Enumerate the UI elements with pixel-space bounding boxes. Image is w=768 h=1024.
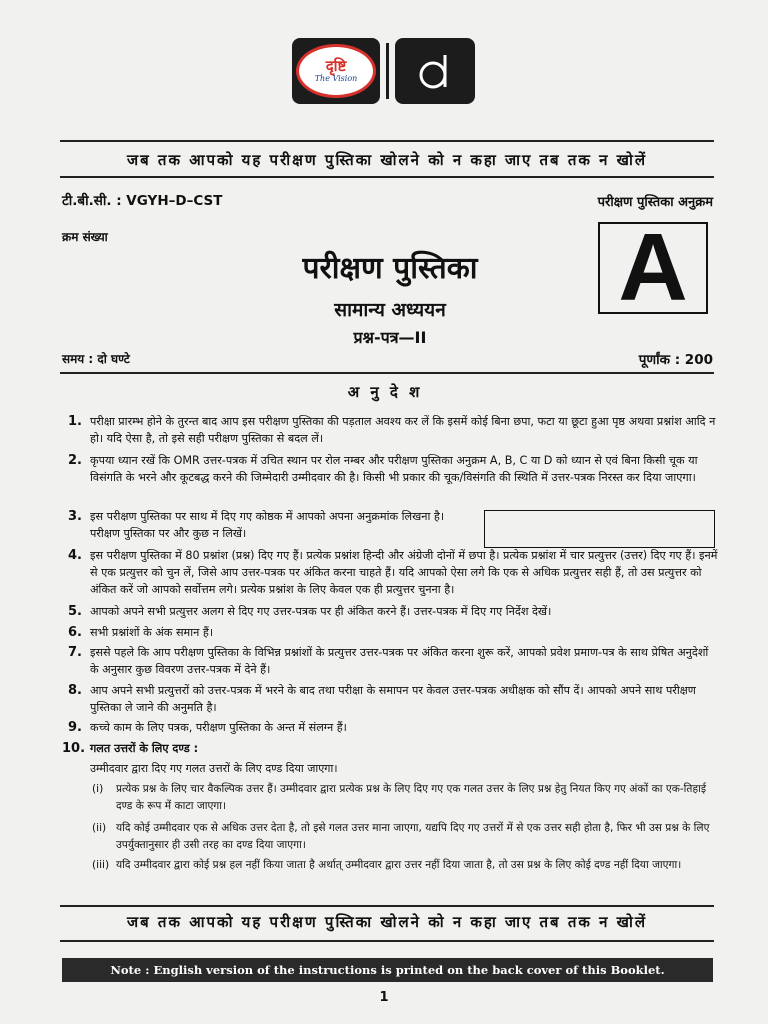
series-letter: A [618,214,688,321]
instructions-heading: अ नु दे श [347,383,423,401]
instruction-5: 5. आपको अपने सभी प्रत्युत्तर अलग से दिए गए उत्तर-पत्रक पर ही अंकित करने हैं। उत्तर-पत्रक में दिए गए निर्देश देखें। [68,604,552,619]
subject: सामान्य अध्ययन [334,299,446,321]
instruction-1: 1. परीक्षा प्रारम्भ होने के तुरन्त बाद आप इस परीक्षण पुस्तिका की पड़ताल अवश्य कर लें कि इसमें कोई बिना छपा, फटा या छूटा हुआ पृष्ठ अथवा प्रश्नांश आदि न हो। यदि ऐसा है, तो इसे सही परीक्षण पुस्तिका से बदल लें। [68,414,716,445]
time-duration: समय : दो घण्टे [62,352,130,366]
header-logo [292,38,476,104]
penalty-intro: उम्मीदवार द्वारा दिए गए गलत उत्तरों के लिए दण्ड दिया जाएगा। [90,762,338,775]
instruction-9: 9. कच्चे काम के लिए पत्रक, परीक्षण पुस्तिका के अन्त में संलग्न हैं। [68,720,347,735]
top-rule [60,140,714,142]
penalty-item-3: (iii) यदि उम्मीदवार द्वारा कोई प्रश्न हल नहीं किया जाता है अर्थात् उम्मीदवार द्वारा उत्तर नहीं दिया जाता है, तो उस प्रश्न के लिए कोई दण्ड नहीं दिया जाएगा। [92,859,682,871]
paper-number: प्रश्न-पत्र—II [353,328,427,347]
page-number: 1 [379,990,389,1005]
booklet-series-label: परीक्षण पुस्तिका अनुक्रम [597,195,713,210]
serial-number-label: क्रम संख्या [62,230,108,244]
d-logo-icon [395,38,475,104]
series-letter-box [598,214,708,321]
header-rule [60,372,714,374]
page-title: परीक्षण पुस्तिका [302,251,478,286]
penalty-item-1: (i) प्रत्येक प्रश्न के लिए चार वैकल्पिक उत्तर हैं। उम्मीदवार द्वारा प्रत्येक प्रश्न के लिए दिए गए एक गलत उत्तर के लिए प्रश्न हेतु नियत किए गए अंकों का एक-तिहाई दण्ड के रूप में काटा जाएगा। [92,783,707,812]
bottom-rule [60,905,714,907]
bottom-warning-banner: जब तक आपको यह परीक्षण पुस्तिका खोलने को न कहा जाए तब तक न खोलें [126,913,648,931]
penalty-item-2: (ii) यदि कोई उम्मीदवार एक से अधिक उत्तर देता है, तो इसे गलत उत्तर माना जाएगा, यद्यपि दिए गए उत्तरों में से एक उत्तर सही होता है, फिर भी उस प्रश्न के लिए उपर्युक्तानुसार ही उसी तरह का दण्ड दिया जाएगा। [92,822,710,851]
instruction-6: 6. सभी प्रश्नांशों के अंक समान हैं। [68,625,214,640]
tbc-code: टी.बी.सी. : VGYH–D–CST [62,193,223,209]
english-note: Note : English version of the instructions is printed on the back cover of this Booklet. [110,963,665,977]
maximum-marks: पूर्णांक : 200 [638,352,713,368]
instruction-7: 7. इससे पहले कि आप परीक्षण पुस्तिका के विभिन्न प्रश्नांशों के प्रत्युत्तर उत्तर-पत्रक पर अंकित करना शुरू करें, आपको प्रवेश प्रमाण-पत्र के साथ प्रेषित अनुदेशों के अनुसार कुछ विवरण उत्तर-पत्रक में देने हैं। [68,645,709,676]
instruction-4: 4. इस परीक्षण पुस्तिका में 80 प्रश्नांश (प्रश्न) दिए गए हैं। प्रत्येक प्रश्नांश हिन्दी और अंग्रेजी दोनों में छपा है। प्रत्येक प्रश्नांश में चार प्रत्युत्तर (उत्तर) दिए गए हैं। इनमें से एक प्रत्युत्तर को चुन लें, जिसे आप उत्तर-पत्रक पर अंकित करना चाहते हैं। यदि आपको ऐसा लगे कि एक से अधिक प्रत्युत्तर सही हैं, तो उस प्रत्युत्तर को अंकित करें जो आपको सर्वोत्तम लगे। प्रत्येक प्रश्नांश के लिए केवल एक ही प्रत्युत्तर चुनना है। [68,548,718,596]
instruction-8: 8. आप अपने सभी प्रत्युत्तरों को उत्तर-पत्रक में भरने के बाद तथा परीक्षा के समापन पर केवल उत्तर-पत्रक अधीक्षक को सौंप दें। आपको अपने साथ परीक्षण पुस्तिका ले जाने की अनुमति है। [68,683,696,714]
logo-divider [386,43,389,99]
logo-name: दृष्टि [325,57,347,75]
bottom-rule-2 [60,940,714,942]
instruction-3: 3. इस परीक्षण पुस्तिका पर साथ में दिए गए कोष्ठक में आपको अपना अनुक्रमांक लिखना है। परीक्षण पुस्तिका पर और कुछ न लिखें। [68,509,445,540]
roll-number-box[interactable] [484,510,715,548]
english-note-bar [62,958,713,982]
logo-tagline: The Vision [314,74,358,83]
drishti-logo [292,38,380,104]
instruction-2: 2. कृपया ध्यान रखें कि OMR उत्तर-पत्रक में उचित स्थान पर रोल नम्बर और परीक्षण पुस्तिका अनुक्रम A, B, C या D को ध्यान से एवं बिना किसी चूक या विसंगति के भरने और कूटबद्ध करने की जिम्मेदारी उम्मीदवार की है। किसी भी प्रकार की चूक/विसंगति की स्थिति में उत्तर-पत्रक निरस्त कर दिया जाएगा। [68,453,698,484]
top-rule-2 [60,176,714,178]
top-warning-banner: जब तक आपको यह परीक्षण पुस्तिका खोलने को न कहा जाए तब तक न खोलें [126,151,648,169]
instruction-10: 10. गलत उत्तरों के लिए दण्ड : [62,741,199,756]
